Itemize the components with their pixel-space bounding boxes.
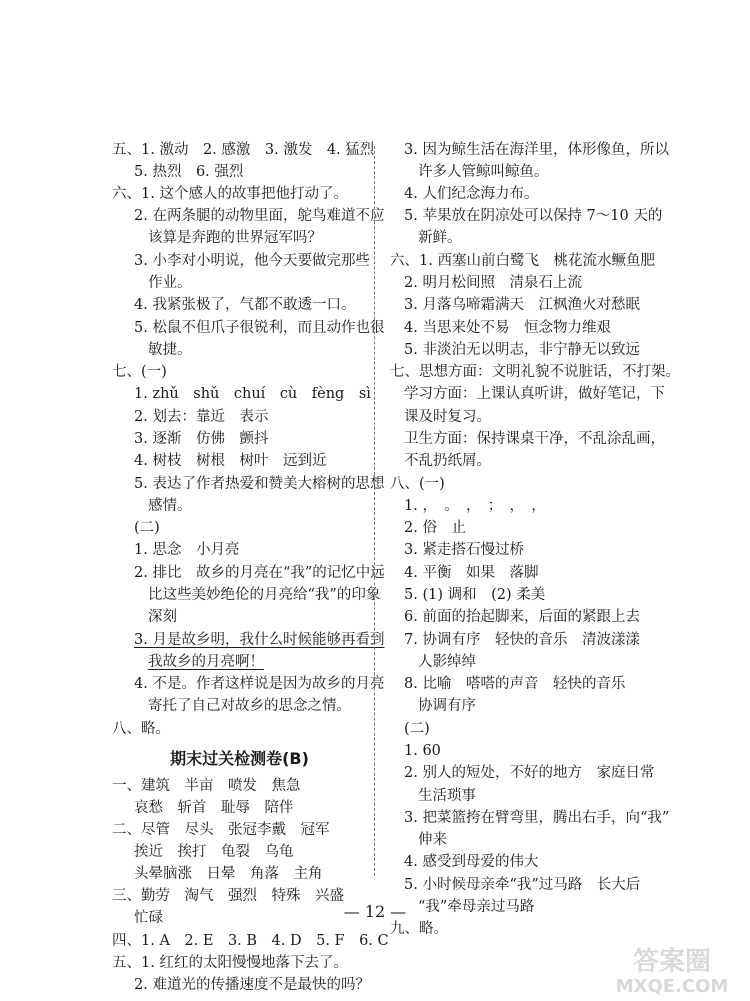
answer-line: 5. 热烈 6. 强烈 xyxy=(134,164,244,180)
answer-line: 六、1. 西塞山前白鹭飞 桃花流水鳜鱼肥 xyxy=(390,253,655,269)
answer-line: 许多人管鲸叫鲸鱼。 xyxy=(418,164,549,180)
answer-line: 1. zhǔ shǔ chuí cù fèng sì xyxy=(134,386,371,402)
answer-line: 5. 表达了作者热爱和赞美大榕树的思想 xyxy=(134,476,385,492)
answer-line: 2. 难道光的传播速度不是最快的吗？ xyxy=(134,977,370,993)
answer-line: 5. 苹果放在阴凉处可以保持 7～10 天的 xyxy=(404,208,663,224)
watermark-icon xyxy=(602,940,742,995)
answer-line: 2. 明月松间照 清泉石上流 xyxy=(404,275,582,291)
answer-line: 七、思想方面：文明礼貌不说脏话，不打架。 xyxy=(390,364,680,380)
answer-line: “我”牵母亲过马路 xyxy=(418,899,535,915)
watermark-bottom-text: MXQE.COM xyxy=(615,976,729,995)
answer-line: 头晕脑涨 日晕 角落 主角 xyxy=(134,866,323,882)
answer-line: 三、勤劳 淘气 强烈 特殊 兴盛 xyxy=(112,888,344,904)
answer-line: 不乱扔纸屑。 xyxy=(404,453,491,469)
answer-line: 4. 不是。作者这样说是因为故乡的月亮 xyxy=(134,676,385,692)
answer-line: 3. 月落乌啼霜满天 江枫渔火对愁眠 xyxy=(404,297,640,313)
section-title: 期末过关检测卷(B) xyxy=(170,749,309,768)
answer-line: 作业。 xyxy=(148,275,192,291)
answer-line: 协调有序 xyxy=(418,698,476,714)
answer-line: 九、略。 xyxy=(390,921,448,937)
answer-line: 4. 我紧张极了，气都不敢透一口。 xyxy=(134,297,356,313)
answer-line: 八、(一) xyxy=(390,476,445,492)
answer-line: 五、1. 激动 2. 感激 3. 激发 4. 猛烈 xyxy=(112,142,375,158)
answer-line: 课及时复习。 xyxy=(404,409,491,425)
answer-line: 3. 月是故乡明，我什么时候能够再看到 xyxy=(134,632,385,648)
answer-line: 挨近 挨打 龟裂 乌龟 xyxy=(134,844,294,860)
answer-line: 4. 树枝 树根 树叶 远到近 xyxy=(134,453,327,469)
answer-line: 4. 平衡 如果 落脚 xyxy=(404,565,539,581)
answer-line: 6. 前面的抬起脚来，后面的紧跟上去 xyxy=(404,609,640,625)
answer-line: 比这些美妙绝伦的月亮给“我”的印象 xyxy=(148,587,381,603)
answer-line: 新鲜。 xyxy=(418,230,462,246)
answer-line: 5. 小时候母亲牵“我”过马路 长大后 xyxy=(404,877,641,893)
answer-line: (二) xyxy=(404,721,430,737)
answer-line: 1. 60 xyxy=(404,743,441,759)
answer-line: 4. 人们纪念海力布。 xyxy=(404,186,539,202)
answer-line: 3. 因为鲸生活在海洋里，体形像鱼，所以 xyxy=(404,142,669,158)
answer-line: 2. 别人的短处，不好的地方 家庭日常 xyxy=(404,765,655,781)
answer-line: 4. 当思来处不易 恒念物力维艰 xyxy=(404,320,611,336)
answer-line: 1. ， 。 ， ； ， ， xyxy=(404,498,546,514)
answer-line: 8. 比喻 嗒嗒的声音 轻快的音乐 xyxy=(404,676,626,692)
page-number: — 12 — xyxy=(343,902,407,921)
answer-line: 八、略。 xyxy=(112,721,170,737)
answer-line: 5. 非淡泊无以明志，非宁静无以致远 xyxy=(404,342,640,358)
answer-line: 人影绰绰 xyxy=(418,654,476,670)
answer-line: (二) xyxy=(134,520,160,536)
watermark-top-text: 答案圈 xyxy=(632,947,712,977)
answer-line: 感情。 xyxy=(148,498,192,514)
answer-line: 二、尽管 尽头 张冠李戴 冠军 xyxy=(112,822,330,838)
answer-line: 2. 划去：靠近 表示 xyxy=(134,409,269,425)
answer-line: 敏捷。 xyxy=(148,342,192,358)
answer-line: 学习方面：上课认真听讲，做好笔记，下 xyxy=(404,386,665,402)
answer-line: 四、1. A 2. E 3. B 4. D 5. F 6. C xyxy=(112,933,389,949)
answer-line: 六、1. 这个感人的故事把他打动了。 xyxy=(112,186,348,202)
answer-line: 我故乡的月亮啊！ xyxy=(148,654,264,670)
answer-line: 3. 逐渐 仿佛 颤抖 xyxy=(134,431,269,447)
answer-line: 深刻 xyxy=(148,609,177,625)
watermark-logo xyxy=(602,940,742,995)
answer-line: 1. 思念 小月亮 xyxy=(134,542,240,558)
answer-line: 七、(一) xyxy=(112,364,167,380)
answer-line: 5. (1) 调和 (2) 柔美 xyxy=(404,587,546,603)
answer-line: 3. 紧走搭石慢过桥 xyxy=(404,542,524,558)
answer-line: 五、1. 红红的太阳慢慢地落下去了。 xyxy=(112,955,348,971)
answer-line: 忙碌 xyxy=(134,910,163,926)
answer-line: 2. 排比 故乡的月亮在“我”的记忆中远 xyxy=(134,565,385,581)
answer-line: 生活琐事 xyxy=(418,788,476,804)
column-divider xyxy=(374,146,375,876)
answer-line: 2. 在两条腿的动物里面，鸵鸟难道不应 xyxy=(134,208,385,224)
answer-line: 伸来 xyxy=(418,832,447,848)
answer-line: 一、建筑 半亩 喷发 焦急 xyxy=(112,778,301,794)
answer-line: 2. 俗 止 xyxy=(404,520,466,536)
answer-line: 卫生方面：保持课桌干净，不乱涂乱画， xyxy=(404,431,665,447)
answer-line: 该算是奔跑的世界冠军吗？ xyxy=(148,230,322,246)
answer-line: 寄托了自己对故乡的思念之情。 xyxy=(148,698,351,714)
answer-line: 4. 感受到母爱的伟大 xyxy=(404,854,539,870)
answer-line: 5. 松鼠不但爪子很锐利，而且动作也很 xyxy=(134,320,385,336)
answer-line: 3. 小李对小明说，他今天要做完那些 xyxy=(134,253,370,269)
answer-line: 3. 把菜篮挎在臂弯里，腾出右手，向“我” xyxy=(404,810,670,826)
answer-line: 7. 协调有序 轻快的音乐 清波漾漾 xyxy=(404,632,640,648)
answer-line: 哀愁 斩首 耻辱 陪伴 xyxy=(134,800,294,816)
